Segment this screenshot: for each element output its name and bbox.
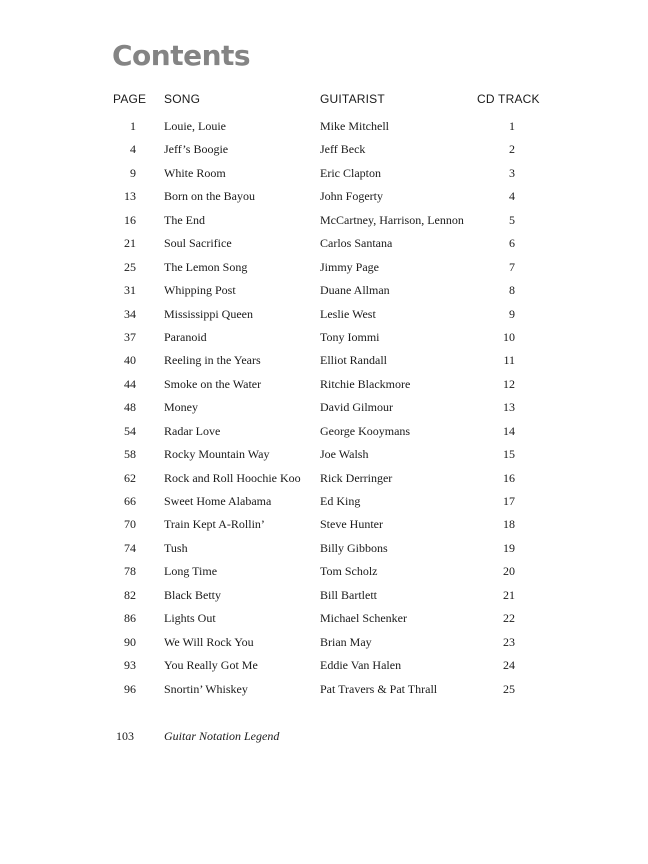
entry-track: 21 [503, 587, 515, 602]
entry-page: 93 [124, 658, 136, 673]
entry-track: 9 [509, 306, 515, 321]
list-item [0, 304, 648, 327]
entry-song: Sweet Home Alabama [164, 494, 272, 508]
entry-song: Black Betty [164, 587, 221, 602]
entry-page: 70 [124, 517, 136, 532]
list-item [0, 608, 648, 631]
list-item [0, 116, 648, 139]
entry-song: Whipping Post [164, 283, 236, 298]
entry-track: 23 [503, 634, 515, 649]
entry-guitarist: Pat Travers & Pat Thrall [320, 681, 438, 696]
entry-page: 40 [124, 353, 136, 368]
list-item [0, 280, 648, 303]
entry-song: Soul Sacrifice [164, 236, 232, 251]
entry-track: 25 [503, 681, 515, 696]
entry-track: 17 [503, 494, 515, 508]
entry-track: 7 [509, 259, 515, 274]
list-item [0, 139, 648, 162]
entry-song: Smoke on the Water [164, 376, 262, 391]
entry-track: 14 [503, 423, 515, 438]
entry-page: 9 [130, 165, 136, 180]
entry-guitarist: Steve Hunter [320, 517, 383, 532]
list-item [0, 491, 648, 514]
entry-track: 12 [503, 376, 515, 391]
entry-song: Tush [164, 540, 188, 555]
entry-song: The Lemon Song [164, 259, 248, 274]
entry-guitarist: Eddie Van Halen [320, 658, 402, 673]
entry-page: 37 [124, 329, 136, 344]
list-item [0, 444, 648, 467]
list-item [0, 514, 648, 537]
entry-song: Long Time [164, 564, 218, 579]
list-item [0, 374, 648, 397]
entry-guitarist: Billy Gibbons [320, 540, 388, 555]
entry-song: Radar Love [164, 423, 221, 438]
entry-page: 16 [124, 212, 136, 227]
entry-page: 44 [124, 376, 136, 391]
entry-track: 18 [503, 517, 515, 532]
entry-page: 25 [124, 259, 136, 274]
entry-track: 4 [509, 189, 515, 204]
entry-page: 34 [124, 306, 136, 321]
list-item [0, 397, 648, 420]
list-item [0, 679, 648, 702]
list-item [0, 421, 648, 444]
entry-song: We Will Rock You [164, 634, 254, 649]
entry-track: 11 [503, 353, 515, 368]
entry-guitarist: Duane Allman [320, 283, 390, 298]
entry-track: 1 [509, 119, 515, 133]
page-title: Contents [112, 39, 251, 72]
entry-track: 24 [503, 658, 515, 673]
entry-page: 1 [130, 119, 136, 133]
entry-guitarist: McCartney, Harrison, Lennon [320, 212, 464, 227]
list-item [0, 233, 648, 256]
entry-guitarist: Michael Schenker [320, 611, 407, 626]
entry-song: Paranoid [164, 329, 207, 344]
entry-guitarist: Eric Clapton [320, 165, 381, 180]
entry-track: 8 [509, 283, 515, 298]
entry-track: 2 [509, 142, 515, 157]
notation-legend-entry [0, 726, 648, 746]
entry-song: Money [164, 400, 198, 415]
list-item [0, 257, 648, 280]
entry-guitarist: David Gilmour [320, 400, 393, 415]
entry-page: 62 [124, 470, 136, 485]
entry-page: 31 [124, 283, 136, 298]
entry-page: 86 [124, 611, 136, 626]
entry-track: 13 [503, 400, 515, 415]
entry-guitarist: Tom Scholz [320, 564, 378, 579]
entry-song: Train Kept A-Rollin’ [164, 517, 265, 532]
list-item [0, 163, 648, 186]
header-cd-track: CD TRACK [477, 92, 540, 106]
entry-page: 21 [124, 236, 136, 251]
entry-page: 13 [124, 189, 136, 204]
footer-page: 103 [116, 729, 134, 743]
entry-track: 19 [503, 540, 515, 555]
entry-page: 90 [124, 634, 136, 649]
entry-guitarist: Jeff Beck [320, 142, 366, 157]
entry-page: 82 [124, 587, 136, 602]
entry-song: Snortin’ Whiskey [164, 681, 248, 696]
list-item [0, 655, 648, 678]
entry-page: 4 [130, 142, 136, 157]
entry-song: Reeling in the Years [164, 353, 261, 368]
entry-track: 15 [503, 447, 515, 462]
entry-song: Rock and Roll Hoochie Koo [164, 470, 301, 485]
entry-song: Born on the Bayou [164, 189, 255, 204]
entry-page: 48 [124, 400, 136, 415]
entry-guitarist: Joe Walsh [320, 447, 369, 462]
list-item [0, 327, 648, 350]
entry-song: Jeff’s Boogie [164, 142, 229, 157]
list-item [0, 468, 648, 491]
entry-guitarist: George Kooymans [320, 423, 411, 438]
entry-guitarist: Bill Bartlett [320, 587, 377, 602]
entry-guitarist: Jimmy Page [320, 259, 379, 274]
entry-guitarist: Leslie West [320, 306, 376, 321]
list-item [0, 210, 648, 233]
list-item [0, 632, 648, 655]
header-song: SONG [164, 92, 201, 106]
header-guitarist: GUITARIST [320, 92, 385, 106]
entry-track: 10 [503, 329, 515, 344]
entry-track: 3 [509, 165, 515, 180]
entry-page: 78 [124, 564, 136, 579]
entry-track: 6 [509, 236, 515, 251]
entry-guitarist: Ed King [320, 494, 361, 508]
entry-guitarist: Rick Derringer [320, 470, 393, 485]
footer-title: Guitar Notation Legend [164, 729, 280, 743]
entry-song: The End [164, 212, 205, 227]
entry-track: 22 [503, 611, 515, 626]
entry-song: Louie, Louie [164, 119, 226, 133]
list-item [0, 538, 648, 561]
entry-song: Lights Out [164, 611, 216, 626]
list-item [0, 350, 648, 373]
entry-song: Rocky Mountain Way [164, 447, 270, 462]
entry-track: 5 [509, 212, 515, 227]
column-headers [0, 90, 648, 108]
entry-page: 96 [124, 681, 136, 696]
entry-guitarist: Mike Mitchell [320, 119, 389, 133]
list-item [0, 585, 648, 608]
entry-track: 16 [503, 470, 515, 485]
list-item [0, 561, 648, 584]
entry-page: 54 [124, 423, 136, 438]
entry-guitarist: John Fogerty [320, 189, 383, 204]
entry-guitarist: Brian May [320, 634, 372, 649]
entry-song: White Room [164, 165, 226, 180]
entry-song: Mississippi Queen [164, 306, 254, 321]
entry-page: 74 [124, 540, 136, 555]
list-item [0, 186, 648, 209]
entry-page: 66 [124, 494, 136, 508]
entry-track: 20 [503, 564, 515, 579]
entry-guitarist: Tony Iommi [320, 329, 380, 344]
contents-list [0, 116, 648, 702]
entry-guitarist: Carlos Santana [320, 236, 393, 251]
entry-guitarist: Ritchie Blackmore [320, 376, 411, 391]
entry-page: 58 [124, 447, 136, 462]
header-page: PAGE [113, 92, 147, 106]
entry-guitarist: Elliot Randall [320, 353, 387, 368]
entry-song: You Really Got Me [164, 658, 258, 673]
